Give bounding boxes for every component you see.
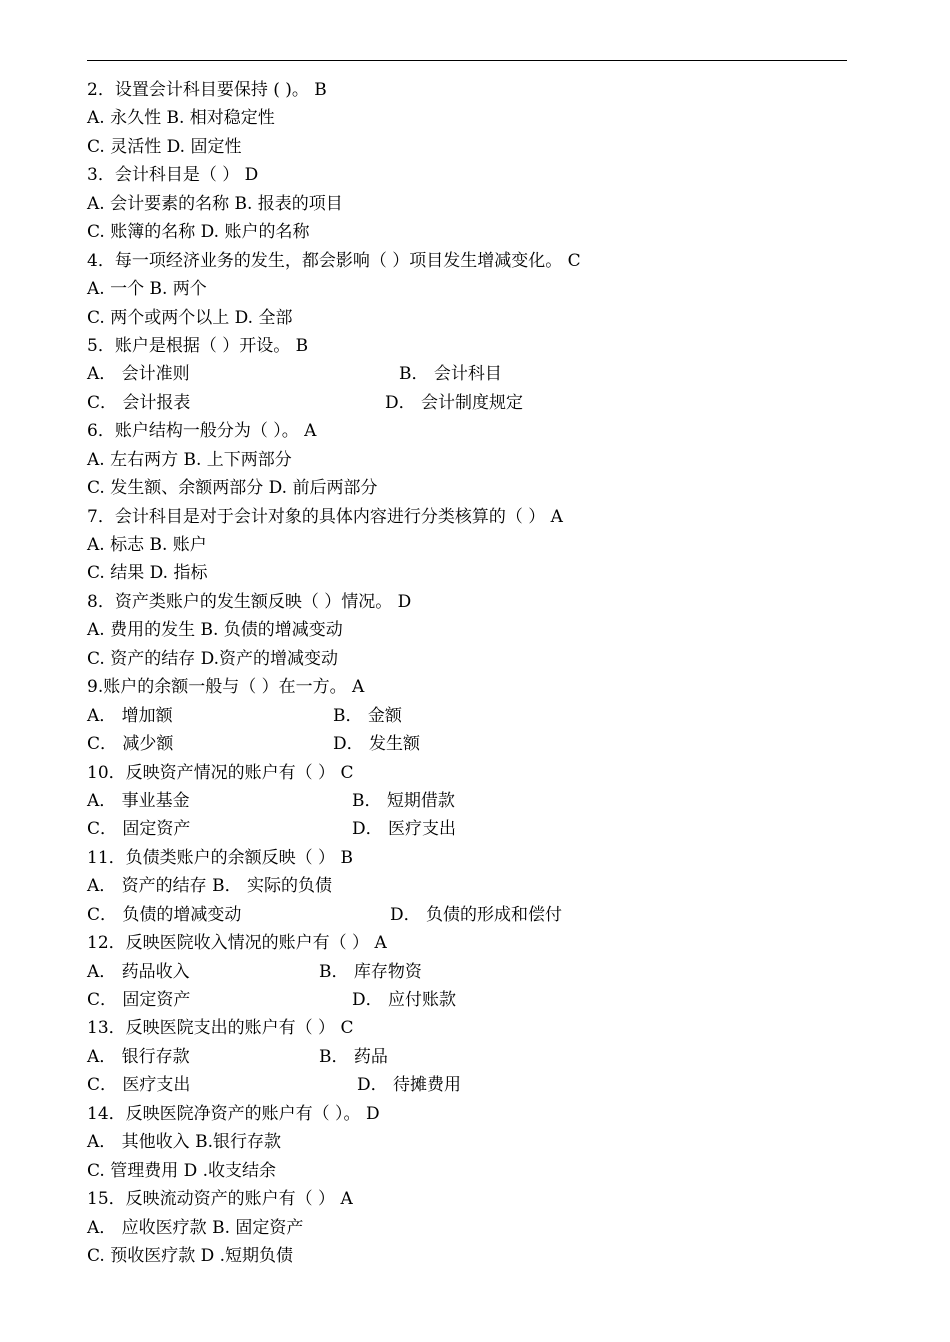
- option-col2: D． 发生额: [333, 734, 421, 755]
- doc-line: A． 资产的结存 B． 实际的负债: [87, 876, 332, 897]
- doc-line: C． 固定资产 D． 应付账款: [87, 986, 857, 1014]
- option-col2: D． 负债的形成和偿付: [390, 904, 563, 925]
- doc-line: 11．负债类账户的余额反映（ ） B: [87, 847, 353, 868]
- doc-line: A. 左右两方 B. 上下两部分: [87, 449, 292, 470]
- doc-line: C． 固定资产 D． 医疗支出: [87, 815, 857, 843]
- doc-line: A. 一个 B. 两个: [87, 279, 207, 300]
- option-col2: D． 待摊费用: [357, 1075, 462, 1096]
- doc-line: 3．会计科目是（ ） D: [87, 165, 259, 186]
- doc-line: 13．反映医院支出的账户有（ ） C: [87, 1018, 354, 1039]
- doc-line: 4．每一项经济业务的发生，都会影响（ ）项目发生增减变化。 C: [87, 250, 581, 271]
- doc-line: C. 发生额、余额两部分 D. 前后两部分: [87, 478, 378, 499]
- doc-line: C． 医疗支出 D． 待摊费用: [87, 1071, 857, 1099]
- header-rule: [87, 60, 847, 61]
- doc-line: A． 银行存款 B． 药品: [87, 1043, 857, 1071]
- doc-line: C． 减少额 D． 发生额: [87, 730, 857, 758]
- doc-line: 12．反映医院收入情况的账户有（ ） A: [87, 933, 387, 954]
- option-col2: D． 应付账款: [352, 990, 457, 1010]
- option-col2: B． 库存物资: [319, 961, 422, 982]
- option-col2: B． 药品: [319, 1046, 388, 1067]
- doc-line: C. 管理费用 D .收支结余: [87, 1160, 277, 1181]
- doc-line: A． 其他收入 B.银行存款: [87, 1132, 281, 1153]
- option-col2: D． 医疗支出: [352, 819, 457, 840]
- doc-line: A． 事业基金 B． 短期借款: [87, 787, 857, 815]
- doc-line: C. 预收医疗款 D .短期负债: [87, 1245, 294, 1266]
- doc-line: 2．设置会计科目要保持 ( )。 B: [87, 80, 327, 100]
- doc-line: 14．反映医院净资产的账户有（ ）。 D: [87, 1103, 380, 1124]
- doc-line: 8．资产类账户的发生额反映（ ）情况。 D: [87, 591, 412, 612]
- doc-line: C. 灵活性 D. 固定性: [87, 136, 242, 157]
- doc-line: A． 增加额 B． 金额: [87, 702, 857, 730]
- doc-line: 10．反映资产情况的账户有（ ） C: [87, 762, 354, 783]
- doc-line: C. 结果 D. 指标: [87, 563, 208, 584]
- doc-line: A. 永久性 B. 相对稳定性: [87, 108, 275, 129]
- doc-line: A. 会计要素的名称 B. 报表的项目: [87, 193, 343, 214]
- option-col2: B． 金额: [333, 705, 402, 726]
- doc-line: 5．账户是根据（ ）开设。 B: [87, 335, 309, 356]
- document-body: [87, 76, 857, 1270]
- option-col2: B． 短期借款: [352, 790, 455, 811]
- doc-line: C. 两个或两个以上 D. 全部: [87, 307, 293, 328]
- doc-line: A． 药品收入 B． 库存物资: [87, 958, 857, 986]
- doc-line: A． 应收医疗款 B. 固定资产: [87, 1217, 304, 1238]
- doc-line: A. 标志 B. 账户: [87, 535, 207, 555]
- option-col2: B． 会计科目: [399, 364, 502, 385]
- doc-line: C． 负债的增减变动 D． 负债的形成和偿付: [87, 901, 857, 929]
- doc-line: 15．反映流动资产的账户有（ ） A: [87, 1189, 353, 1210]
- doc-line: A． 会计准则 B． 会计科目: [87, 360, 857, 388]
- doc-line: C. 资产的结存 D.资产的增减变动: [87, 648, 339, 669]
- option-col2: D． 会计制度规定: [385, 392, 524, 413]
- doc-line: 6．账户结构一般分为（ ）。 A: [87, 421, 317, 442]
- doc-line: 9.账户的余额一般与（ ）在一方。 A: [87, 677, 365, 698]
- doc-line: C. 账簿的名称 D. 账户的名称: [87, 222, 310, 243]
- doc-line: 7．会计科目是对于会计对象的具体内容进行分类核算的（ ） A: [87, 506, 563, 527]
- doc-line: C． 会计报表 D． 会计制度规定: [87, 389, 857, 417]
- doc-line: A. 费用的发生 B. 负债的增减变动: [87, 620, 343, 641]
